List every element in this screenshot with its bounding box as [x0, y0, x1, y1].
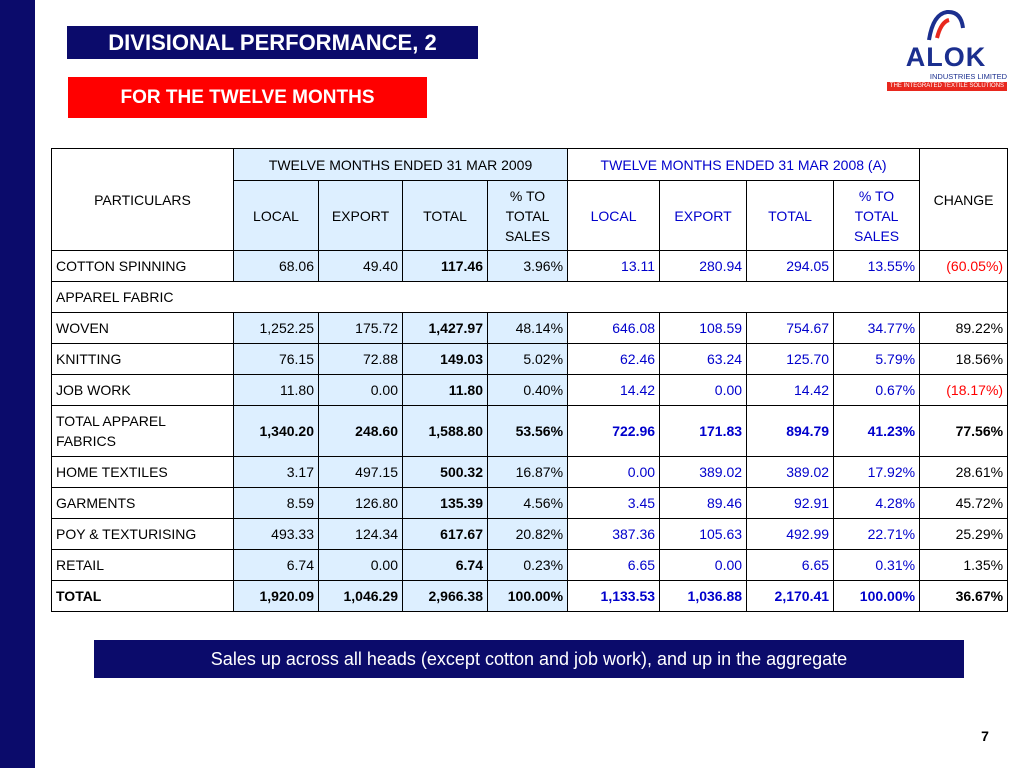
table-cell: 14.42: [568, 375, 660, 406]
change-header: CHANGE: [920, 149, 1008, 251]
table-cell: 0.67%: [834, 375, 920, 406]
slide-title: DIVISIONAL PERFORMANCE, 2: [67, 26, 478, 59]
table-cell: 89.46: [660, 488, 747, 519]
sub-pct-2009: % TO TOTAL SALES: [488, 181, 568, 251]
table-cell: 294.05: [747, 251, 834, 282]
table-cell: 6.65: [747, 550, 834, 581]
table-cell: 1,588.80: [403, 406, 488, 457]
logo-name: ALOK: [905, 42, 987, 72]
sub-local-2009: LOCAL: [234, 181, 319, 251]
table-cell: 13.55%: [834, 251, 920, 282]
header-2009: TWELVE MONTHS ENDED 31 MAR 2009: [234, 149, 568, 181]
change-cell: 77.56%: [920, 406, 1008, 457]
table-cell: 92.91: [747, 488, 834, 519]
header-row-1: [52, 149, 1008, 181]
table-row: [52, 406, 1008, 457]
table-cell: 62.46: [568, 344, 660, 375]
change-cell: 1.35%: [920, 550, 1008, 581]
change-cell: 36.67%: [920, 581, 1008, 612]
section-label: APPAREL FABRIC: [52, 282, 1008, 313]
table-cell: 171.83: [660, 406, 747, 457]
table-cell: 34.77%: [834, 313, 920, 344]
table-cell: 497.15: [319, 457, 403, 488]
table-cell: 0.00: [319, 550, 403, 581]
sub-export-2008: EXPORT: [660, 181, 747, 251]
table-cell: 105.63: [660, 519, 747, 550]
sub-export-2009: EXPORT: [319, 181, 403, 251]
table-cell: 0.00: [660, 550, 747, 581]
change-cell: 25.29%: [920, 519, 1008, 550]
divisional-performance-table: [51, 148, 1008, 612]
table-row: [52, 457, 1008, 488]
table-cell: 14.42: [747, 375, 834, 406]
table-row: [52, 550, 1008, 581]
logo-tagline: INDUSTRIES LIMITED: [929, 72, 1007, 81]
table-cell: 0.31%: [834, 550, 920, 581]
sub-total-2009: TOTAL: [403, 181, 488, 251]
sub-pct-2008: % TO TOTAL SALES: [834, 181, 920, 251]
table-row: [52, 251, 1008, 282]
table-cell: 1,036.88: [660, 581, 747, 612]
logo-strip: THE INTEGRATED TEXTILE SOLUTIONS: [887, 82, 1007, 91]
table-cell: 149.03: [403, 344, 488, 375]
table-cell: 41.23%: [834, 406, 920, 457]
table-cell: 1,427.97: [403, 313, 488, 344]
table-cell: 4.56%: [488, 488, 568, 519]
table-cell: 754.67: [747, 313, 834, 344]
table-cell: 48.14%: [488, 313, 568, 344]
table-cell: 17.92%: [834, 457, 920, 488]
row-label: COTTON SPINNING: [52, 251, 234, 282]
table-cell: 500.32: [403, 457, 488, 488]
table-cell: 63.24: [660, 344, 747, 375]
table-cell: 5.79%: [834, 344, 920, 375]
table-cell: 126.80: [319, 488, 403, 519]
table-cell: 1,046.29: [319, 581, 403, 612]
table-cell: 646.08: [568, 313, 660, 344]
table-cell: 108.59: [660, 313, 747, 344]
table-cell: 124.34: [319, 519, 403, 550]
table-cell: 13.11: [568, 251, 660, 282]
table-cell: 2,170.41: [747, 581, 834, 612]
table-cell: 6.65: [568, 550, 660, 581]
table-cell: 493.33: [234, 519, 319, 550]
row-label: WOVEN: [52, 313, 234, 344]
summary-banner: Sales up across all heads (except cotton and job work), and up in the aggregate: [94, 640, 964, 678]
table-cell: 280.94: [660, 251, 747, 282]
table-cell: 3.45: [568, 488, 660, 519]
table-cell: 117.46: [403, 251, 488, 282]
table-cell: 387.36: [568, 519, 660, 550]
table-cell: 49.40: [319, 251, 403, 282]
row-label: TOTAL APPAREL FABRICS: [52, 406, 234, 457]
table-cell: 0.40%: [488, 375, 568, 406]
table-cell: 722.96: [568, 406, 660, 457]
table-cell: 8.59: [234, 488, 319, 519]
company-logo: [885, 8, 1007, 88]
table-cell: 72.88: [319, 344, 403, 375]
header-2008: TWELVE MONTHS ENDED 31 MAR 2008 (A): [568, 149, 920, 181]
table-row: [52, 313, 1008, 344]
row-label: POY & TEXTURISING: [52, 519, 234, 550]
change-cell: (18.17%): [920, 375, 1008, 406]
table-cell: 894.79: [747, 406, 834, 457]
change-cell: 18.56%: [920, 344, 1008, 375]
table-cell: 0.00: [660, 375, 747, 406]
row-label: JOB WORK: [52, 375, 234, 406]
table-cell: 11.80: [403, 375, 488, 406]
table-row: [52, 488, 1008, 519]
row-label: RETAIL: [52, 550, 234, 581]
table-cell: 3.17: [234, 457, 319, 488]
table-cell: 4.28%: [834, 488, 920, 519]
change-cell: (60.05%): [920, 251, 1008, 282]
table-cell: 1,340.20: [234, 406, 319, 457]
change-cell: 89.22%: [920, 313, 1008, 344]
table-cell: 617.67: [403, 519, 488, 550]
table-cell: 175.72: [319, 313, 403, 344]
table-cell: 248.60: [319, 406, 403, 457]
table-cell: 76.15: [234, 344, 319, 375]
table-cell: 389.02: [747, 457, 834, 488]
table-cell: 0.00: [319, 375, 403, 406]
table-cell: 6.74: [234, 550, 319, 581]
table-cell: 22.71%: [834, 519, 920, 550]
table-cell: 0.00: [568, 457, 660, 488]
row-label: TOTAL: [52, 581, 234, 612]
row-label: KNITTING: [52, 344, 234, 375]
table-cell: 68.06: [234, 251, 319, 282]
sub-total-2008: TOTAL: [747, 181, 834, 251]
row-label: GARMENTS: [52, 488, 234, 519]
table-cell: 135.39: [403, 488, 488, 519]
table-cell: 100.00%: [488, 581, 568, 612]
table-cell: 125.70: [747, 344, 834, 375]
table-cell: 1,920.09: [234, 581, 319, 612]
table-cell: 1,252.25: [234, 313, 319, 344]
table-cell: 20.82%: [488, 519, 568, 550]
table-row: [52, 344, 1008, 375]
change-cell: 28.61%: [920, 457, 1008, 488]
table-cell: 3.96%: [488, 251, 568, 282]
table-cell: 2,966.38: [403, 581, 488, 612]
table-cell: 6.74: [403, 550, 488, 581]
section-row-apparel-fabric: [52, 282, 1008, 313]
table-cell: 11.80: [234, 375, 319, 406]
table-cell: 100.00%: [834, 581, 920, 612]
table-cell: 1,133.53: [568, 581, 660, 612]
table-cell: 492.99: [747, 519, 834, 550]
left-accent-bar: [0, 0, 35, 768]
table-row: [52, 581, 1008, 612]
change-cell: 45.72%: [920, 488, 1008, 519]
slide-subtitle: FOR THE TWELVE MONTHS: [68, 77, 427, 118]
row-label: HOME TEXTILES: [52, 457, 234, 488]
table-row: [52, 375, 1008, 406]
table-cell: 16.87%: [488, 457, 568, 488]
table-cell: 389.02: [660, 457, 747, 488]
page-number: 7: [981, 728, 989, 744]
table-cell: 5.02%: [488, 344, 568, 375]
table-cell: 0.23%: [488, 550, 568, 581]
table-cell: 53.56%: [488, 406, 568, 457]
sub-local-2008: LOCAL: [568, 181, 660, 251]
particulars-header: PARTICULARS: [52, 149, 234, 251]
table-row: [52, 519, 1008, 550]
